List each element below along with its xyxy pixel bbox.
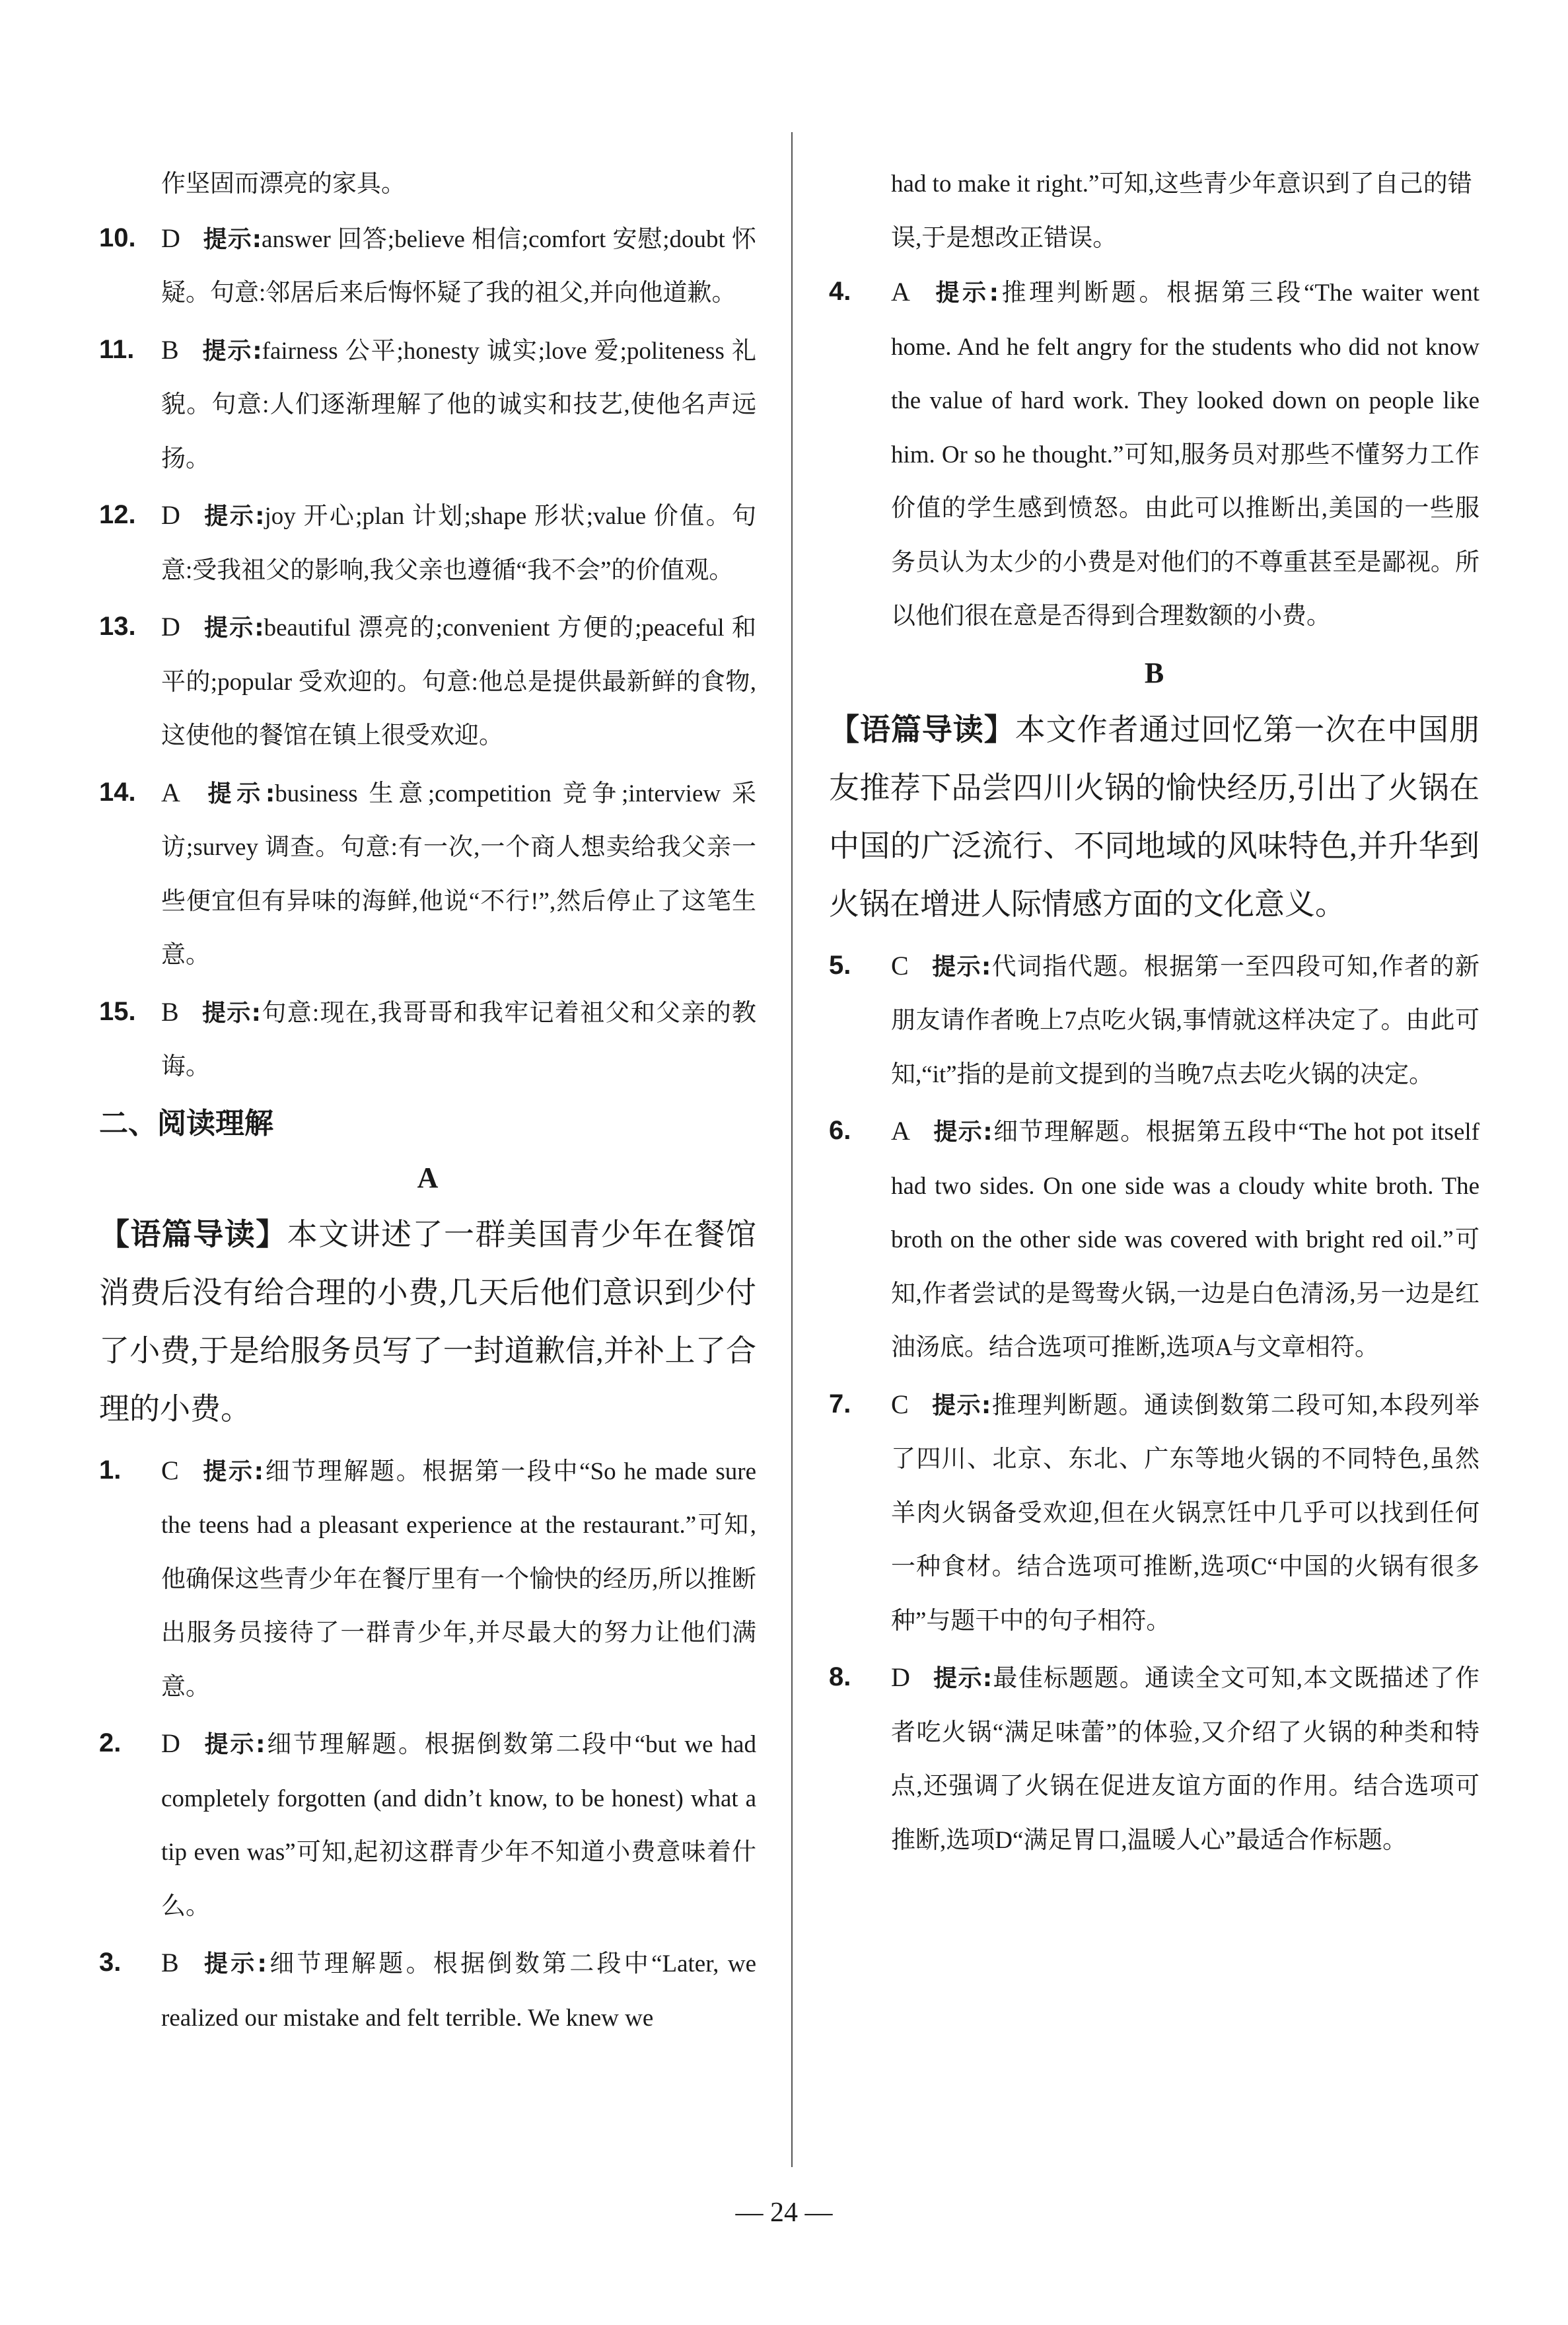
answer-list — [829, 939, 1479, 1868]
hint-label: 提示: — [202, 780, 275, 807]
answer-letter: C — [891, 1389, 909, 1419]
page-number: — 24 — — [735, 2197, 833, 2228]
answer-item — [99, 600, 756, 763]
question-number: 12. — [99, 500, 136, 529]
question-number: 2. — [99, 1728, 122, 1757]
continuation-text: 作坚固而漂亮的家具。 — [161, 170, 406, 198]
hint-label: 提示: — [201, 1950, 267, 1977]
question-number: 6. — [829, 1116, 851, 1145]
explanation-text: joy 开心;plan 计划;shape 形状;value 价值。句意:受我祖父的影响,我父亲也遵循“我不会”的价值观。 — [161, 503, 756, 584]
answer-letter: C — [891, 950, 909, 980]
answer-item — [99, 323, 756, 486]
hint-label: 提示: — [932, 1665, 993, 1692]
explanation-text: beautiful 漂亮的;convenient 方便的;peaceful 和平的;popular 受欢迎的。句意:他总是提供最新鲜的食物,这使他的餐馆在镇上很受欢迎。 — [161, 614, 756, 749]
guide-tag: 【语篇导读】 — [99, 1216, 287, 1252]
explanation-text: 最佳标题题。通读全文可知,本文既描述了作者吃火锅“满足味蕾”的体验,又介绍了火锅的种类和特点,还强调了火锅在促进友谊方面的作用。结合选项可推断,选项D“满足胃口,温暖人心”最适合作标题。 — [891, 1665, 1480, 1854]
part-heading: A — [417, 1161, 439, 1194]
reading-guide — [99, 1205, 756, 1438]
continuation-text: had to make it right.”可知,这些青少年意识到了自己的错误,于是想改正错误。 — [891, 170, 1472, 252]
answer-item — [99, 985, 756, 1094]
question-number: 10. — [99, 223, 136, 252]
explanation-text: answer 回答;believe 相信;comfort 安慰;doubt 怀疑。句意:邻居后来后悔怀疑了我的祖父,并向他道歉。 — [161, 225, 756, 307]
explanation-text: business 生意;competition 竞争;interview 采访;survey 调查。句意:有一次,一个商人想卖给我父亲一些便宜但有异味的海鲜,他说“不行!”,然后停止了这笔生意。 — [161, 780, 756, 969]
answer-item — [829, 939, 1479, 1102]
question-number: 8. — [829, 1662, 851, 1691]
answer-list — [99, 211, 756, 1094]
answer-item — [99, 1444, 756, 1715]
answer-letter: A — [891, 1116, 910, 1146]
answer-letter: D — [161, 500, 180, 530]
answer-item — [99, 488, 756, 597]
answer-letter: D — [161, 1728, 180, 1758]
answer-item — [99, 1716, 756, 1933]
explanation-text: fairness 公平;honesty 诚实;love 爱;politeness 礼貌。句意:人们逐渐理解了他的诚实和技艺,使他名声远扬。 — [161, 337, 756, 472]
answer-item — [829, 1104, 1479, 1375]
section-title: 二、阅读理解 — [99, 1106, 273, 1140]
hint-label: 提示: — [932, 1119, 993, 1146]
answer-item — [829, 265, 1479, 644]
question-number: 3. — [99, 1948, 122, 1977]
answer-letter: A — [891, 277, 910, 307]
answer-item — [829, 1650, 1479, 1867]
explanation-text: 推理判断题。根据第三段“The waiter went home. And he felt angry for the students who did not know the value of hard work. They looked down on people like him. Or so he thought.”可知,服务员对那些不懂努力工作价值的学生感到愤怒。由此可以推断出,美国的一些服务员认为太少的小费是对他们的不尊重甚至是鄙视。所以他们很在意是否得到合理数额的小费。 — [891, 279, 1479, 630]
explanation-text: 细节理解题。根据第一段中“So he made sure the teens had a pleasant experience at the restaurant.”可知,他确保这些青少年在餐厅里有一个愉快的经历,所以推断出服务员接待了一群青少年,并尽最大的努力让他们满意。 — [161, 1458, 756, 1701]
answer-letter: D — [891, 1662, 910, 1692]
explanation-text: 细节理解题。根据倒数第二段中“but we had completely forgotten (and didn’t know, to be honest) what a tip even was”可知,起初这群青少年不知道小费意味着什么。 — [161, 1731, 756, 1920]
hint-label: 提示: — [201, 337, 262, 365]
hint-label: 提示: — [201, 999, 262, 1027]
answer-letter: D — [161, 612, 180, 642]
question-number: 11. — [99, 334, 135, 364]
column-divider — [791, 132, 793, 2167]
question-number: 5. — [829, 950, 851, 980]
part-heading: B — [1144, 656, 1164, 689]
explanation-text: 代词指代题。根据第一至四段可知,作者的新朋友请作者晚上7点吃火锅,事情就这样决定了。由此可知,“it”指的是前文提到的当晚7点去吃火锅的决定。 — [891, 953, 1479, 1088]
answer-list — [829, 265, 1479, 644]
left-column — [99, 157, 756, 2048]
answer-item — [829, 1378, 1479, 1648]
explanation-text: 细节理解题。根据倒数第二段中“Later, we realized our mistake and felt terrible. We knew we — [161, 1950, 756, 2032]
answer-letter: B — [161, 996, 179, 1027]
question-number: 13. — [99, 612, 136, 641]
hint-label: 提示: — [201, 1458, 264, 1485]
question-number: 7. — [829, 1389, 851, 1419]
hint-label: 提示: — [202, 225, 262, 253]
guide-tag: 【语篇导读】 — [829, 711, 1015, 747]
reading-guide — [829, 700, 1479, 934]
answer-letter: B — [161, 1948, 179, 1977]
hint-label: 提示: — [931, 1391, 991, 1419]
question-number: 14. — [99, 777, 136, 807]
hint-label: 提示: — [931, 953, 991, 980]
question-number: 1. — [99, 1455, 122, 1485]
question-number: 15. — [99, 996, 136, 1026]
hint-label: 提示: — [202, 1731, 266, 1758]
answer-list — [99, 1444, 756, 2046]
question-number: 4. — [829, 277, 851, 306]
answer-letter: B — [161, 334, 179, 365]
guide-text: 本文作者通过回忆第一次在中国朋友推荐下品尝四川火锅的愉快经历,引出了火锅在中国的广泛流行、不同地域的风味特色,并升华到火锅在增进人际情感方面的文化意义。 — [829, 712, 1480, 921]
hint-label: 提示: — [202, 503, 265, 530]
explanation-text: 推理判断题。通读倒数第二段可知,本段列举了四川、北京、东北、广东等地火锅的不同特色,虽然羊肉火锅备受欢迎,但在火锅烹饪中几乎可以找到任何一种食材。结合选项可推断,选项C“中国的火锅有很多种”与题干中的句子相符。 — [891, 1391, 1479, 1635]
explanation-text: 句意:现在,我哥哥和我牢记着祖父和父亲的教诲。 — [161, 999, 756, 1080]
hint-label: 提示: — [202, 614, 264, 642]
answer-letter: C — [161, 1455, 179, 1485]
explanation-text: 细节理解题。根据第五段中“The hot pot itself had two sides. On one side was a cloudy white broth. The broth on the other side was covered with bright red oil.”可知,作者尝试的是鸳鸯火锅,一边是白色清汤,另一边是红油汤底。结合选项可推断,选项A与文章相符。 — [891, 1119, 1479, 1361]
answer-letter: D — [161, 223, 180, 253]
answer-item — [99, 211, 756, 320]
answer-letter: A — [161, 777, 180, 807]
answer-item — [99, 1936, 756, 2045]
guide-text: 本文讲述了一群美国青少年在餐馆消费后没有给合理的小费,几天后他们意识到少付了小费,于是给服务员写了一封道歉信,并补上了合理的小费。 — [99, 1217, 757, 1426]
answer-item — [99, 766, 756, 982]
right-column — [829, 157, 1479, 1870]
hint-label: 提示: — [932, 279, 999, 307]
